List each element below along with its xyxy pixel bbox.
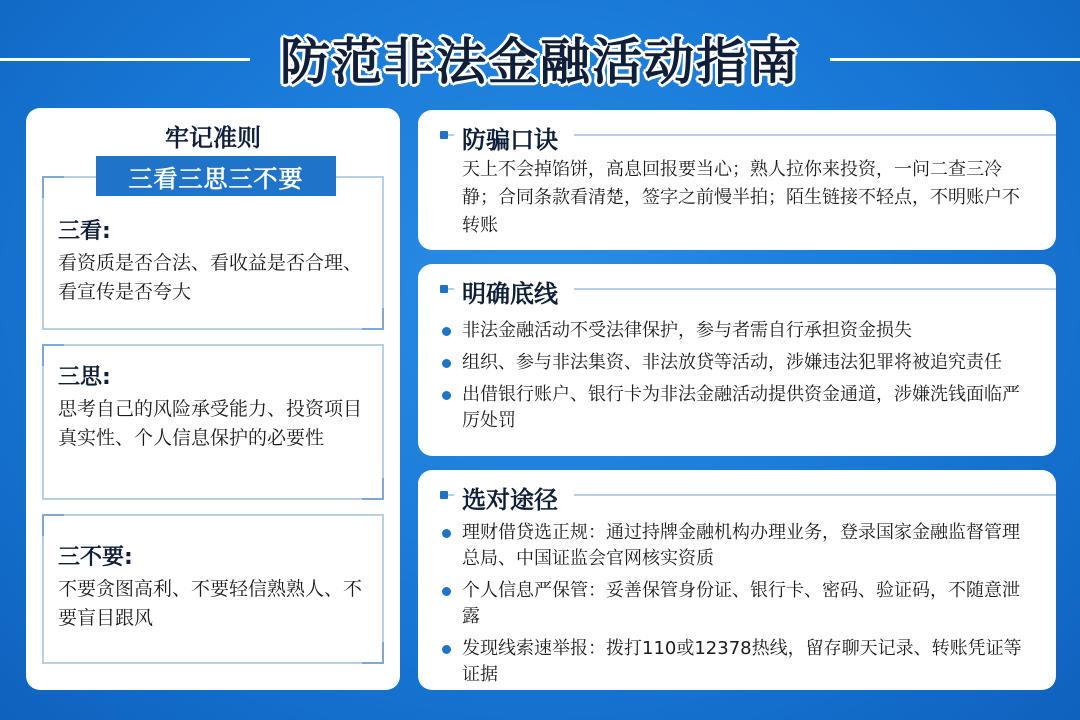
card-body	[462, 520, 1036, 694]
rules-heading: 牢记准则	[165, 124, 261, 152]
bullet-dot-icon	[442, 391, 451, 400]
rule-text: 不要贪图高利、不要轻信熟熟人、不要盲目跟风	[58, 578, 363, 629]
bullet-dot-icon	[442, 529, 451, 538]
list-item-text: 组织、参与非法集资、非法放贷等活动，涉嫌违法犯罪将被追究责任	[462, 352, 1002, 373]
card-heading: 明确底线	[462, 280, 558, 308]
corner-decoration	[42, 514, 64, 536]
corner-decoration	[42, 344, 64, 366]
bullet-dot-icon	[442, 587, 451, 596]
list-item-text: 理财借贷选正规：通过持牌金融机构办理业务，登录国家金融监督管理总局、中国证监会官网核实资质	[462, 522, 1020, 569]
title-bar	[0, 22, 1080, 94]
bullet-dot-icon	[442, 359, 451, 368]
rule-title: 三看:	[58, 219, 111, 244]
corner-decoration	[42, 176, 64, 198]
page-title: 防范非法金融活动指南	[280, 33, 800, 91]
bullet-list	[462, 520, 1036, 688]
list-item	[462, 382, 1036, 434]
card-heading: 选对途径	[462, 486, 558, 514]
bullet-icon	[440, 285, 448, 293]
rule-box-think	[42, 344, 384, 500]
bullet-icon	[440, 131, 448, 139]
list-item-text: 非法金融活动不受法律保护，参与者需自行承担资金损失	[462, 320, 912, 341]
list-item-text: 出借银行账户、银行卡为非法金融活动提供资金通道，涉嫌洗钱面临严厉处罚	[462, 384, 1020, 431]
title-divider-left	[0, 58, 250, 61]
list-item-text: 个人信息严保管：妥善保管身份证、银行卡、密码、验证码，不随意泄露	[462, 580, 1020, 627]
rule-text: 思考自己的风险承受能力、投资项目真实性、个人信息保护的必要性	[58, 398, 363, 449]
card-right-channels	[418, 470, 1056, 690]
rule-title: 三不要:	[58, 545, 133, 570]
bullet-dot-icon	[442, 645, 451, 654]
rule-text: 看资质是否合法、看收益是否合理、看宣传是否夸大	[58, 252, 363, 303]
rules-banner: 三看三思三不要	[96, 156, 336, 196]
list-item	[462, 350, 1036, 376]
card-anti-fraud-rhyme	[418, 110, 1056, 250]
list-item-text: 发现线索速举报：拨打110或12378热线，留存聊天记录、转账凭证等证据	[462, 638, 1022, 685]
card-bottom-line	[418, 264, 1056, 456]
card-text: 天上不会掉馅饼，高息回报要当心；熟人拉你来投资，一问二查三冷静；合同条款看清楚，签字之前慢半拍；陌生链接不轻点，不明账户不转账	[462, 159, 1020, 236]
bullet-icon	[440, 491, 448, 499]
bullet-list	[462, 318, 1036, 434]
list-item	[462, 578, 1036, 630]
bullet-dot-icon	[442, 327, 451, 336]
list-item	[462, 636, 1036, 688]
card-heading: 防骗口诀	[462, 126, 558, 154]
rule-box-dont	[42, 514, 384, 664]
rules-panel	[26, 108, 400, 690]
rule-title: 三思:	[58, 365, 111, 390]
list-item	[462, 318, 1036, 344]
corner-decoration	[362, 642, 384, 664]
rule-box-see	[42, 176, 384, 330]
card-body	[462, 318, 1036, 440]
list-item	[462, 520, 1036, 572]
title-divider-right	[830, 58, 1080, 61]
corner-decoration	[362, 478, 384, 500]
corner-decoration	[362, 308, 384, 330]
